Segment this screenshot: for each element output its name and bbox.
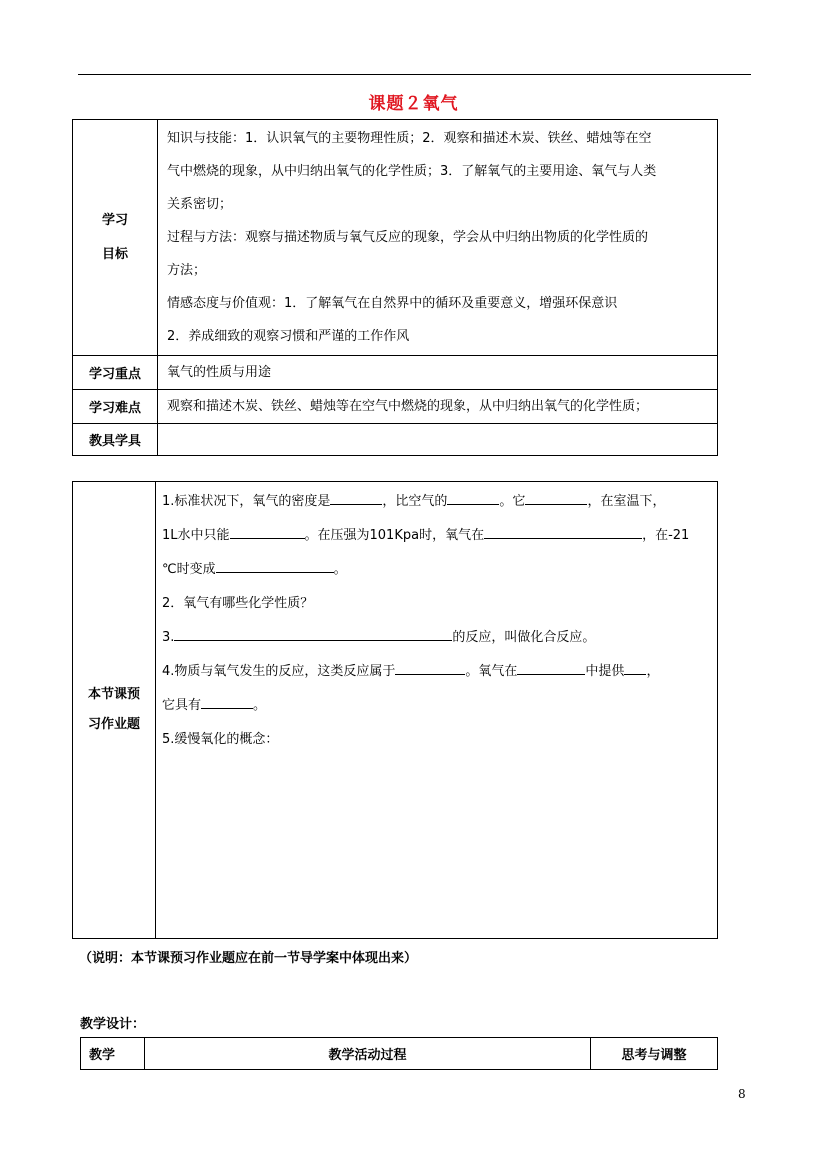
difficulties-row — [73, 390, 718, 424]
design-header-row — [81, 1038, 718, 1070]
objective-line: 知识与技能：1．认识氧气的主要物理性质；2．观察和描述木炭、铁丝、蜡烛等在空 — [167, 131, 652, 146]
objectives-header — [73, 120, 158, 356]
difficulties-text: 观察和描述木炭、铁丝、蜡烛等在空气中燃烧的现象，从中归纳出氧气的化学性质； — [158, 390, 718, 424]
homework-label-line2: 习作业题 — [87, 717, 140, 732]
blank — [624, 662, 646, 675]
homework-label-line1: 本节课预 — [87, 687, 140, 702]
question-2: 2．氧气有哪些化学性质？ — [162, 596, 314, 611]
design-table — [80, 1037, 718, 1070]
blank — [174, 628, 452, 641]
question-4-line-2: 它具有 。 — [162, 698, 267, 713]
page-number: 8 — [738, 1087, 746, 1101]
objectives-header-line1: 学习 — [101, 212, 128, 228]
blank — [201, 696, 253, 709]
objective-line: 气中燃烧的现象，从中归纳出氧气的化学性质；3．了解氧气的主要用途、氧气与人类 — [167, 164, 657, 179]
question-1-line-3: ℃时变成 。 — [162, 562, 347, 577]
blank — [216, 560, 334, 573]
objectives-table — [72, 119, 718, 456]
question-4-line-1: 4.物质与氧气发生的反应，这类反应属于 。氧气在 中提供 ， — [162, 664, 660, 679]
homework-table — [72, 481, 718, 939]
tools-row — [73, 424, 718, 456]
question-1-line-1: 1.标准状况下，氧气的密度是 ，比空气的 。它 ，在室温下， — [162, 494, 666, 509]
page-title: 课题２氧气 — [368, 94, 459, 114]
objectives-row — [73, 120, 718, 356]
homework-content — [156, 482, 718, 939]
design-label: 教学设计： — [80, 1017, 146, 1032]
blank — [484, 526, 642, 539]
question-1-line-2: 1L水中只能 。在压强为101Kpa时，氧气在 ，在-21 — [162, 528, 690, 543]
design-col-reflection: 思考与调整 — [591, 1038, 718, 1070]
key-points-label: 学习重点 — [73, 356, 158, 390]
objective-line: 过程与方法：观察与描述物质与氧气反应的现象，学会从中归纳出物质的化学性质的 — [167, 230, 649, 245]
blank — [230, 526, 305, 539]
design-col-process: 教学活动过程 — [145, 1038, 591, 1070]
objective-line: 方法； — [167, 263, 207, 278]
key-points-row — [73, 356, 718, 390]
blank — [517, 662, 585, 675]
question-5: 5.缓慢氧化的概念： — [162, 732, 279, 747]
objectives-content — [158, 120, 718, 356]
blank — [395, 662, 465, 675]
blank — [330, 492, 382, 505]
objective-line: 关系密切； — [167, 197, 233, 212]
homework-row — [73, 482, 718, 939]
tools-text — [158, 424, 718, 456]
note-text: （说明：本节课预习作业题应在前一节导学案中体现出来） — [79, 951, 418, 966]
design-col-teaching: 教学 — [81, 1038, 145, 1070]
homework-label — [73, 482, 156, 939]
question-3: 3. 的反应，叫做化合反应。 — [162, 630, 596, 645]
key-points-text: 氧气的性质与用途 — [158, 356, 718, 390]
blank — [525, 492, 587, 505]
blank — [447, 492, 499, 505]
header-rule — [78, 74, 751, 75]
objective-line: 情感态度与价值观：1．了解氧气在自然界中的循环及重要意义，增强环保意识 — [167, 296, 618, 311]
tools-label: 教具学具 — [73, 424, 158, 456]
objective-line: 2．养成细致的观察习惯和严谨的工作作风 — [167, 329, 410, 344]
difficulties-label: 学习难点 — [73, 390, 158, 424]
objectives-header-line2: 目标 — [101, 246, 128, 262]
